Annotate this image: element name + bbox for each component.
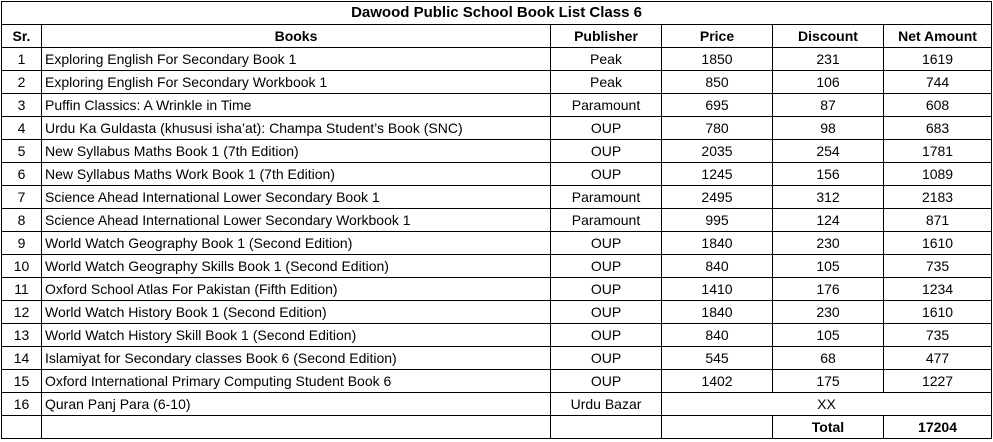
- table-row: [2, 324, 992, 347]
- cell-book: Urdu Ka Guldasta (khususi isha’at): Champa Student’s Book (SNC): [42, 117, 551, 140]
- cell-net-amount: 744: [884, 71, 992, 94]
- table-row: [2, 347, 992, 370]
- table-row: [2, 278, 992, 301]
- cell-sr: 5: [2, 140, 42, 163]
- cell-sr: 8: [2, 209, 42, 232]
- cell-book: World Watch Geography Skills Book 1 (Second Edition): [42, 255, 551, 278]
- table-row-special: [2, 393, 992, 416]
- table-row: [2, 186, 992, 209]
- cell-price: 850: [662, 71, 773, 94]
- cell-sr: 12: [2, 301, 42, 324]
- cell-sr: 9: [2, 232, 42, 255]
- table-row: [2, 94, 992, 117]
- cell-net-amount: 1227: [884, 370, 992, 393]
- cell-discount: 176: [773, 278, 884, 301]
- cell-note: XX: [662, 393, 992, 416]
- cell-net-amount: 1610: [884, 232, 992, 255]
- cell-book: Oxford International Primary Computing Student Book 6: [42, 370, 551, 393]
- cell-empty: [2, 416, 42, 439]
- cell-sr: 2: [2, 71, 42, 94]
- cell-net-amount: 683: [884, 117, 992, 140]
- cell-publisher: OUP: [551, 324, 662, 347]
- cell-price: 995: [662, 209, 773, 232]
- cell-net-amount: 1619: [884, 48, 992, 71]
- title-row: [2, 2, 992, 25]
- cell-net-amount: 735: [884, 255, 992, 278]
- cell-price: 780: [662, 117, 773, 140]
- table-row: [2, 301, 992, 324]
- cell-price: 1840: [662, 232, 773, 255]
- cell-net-amount: 1610: [884, 301, 992, 324]
- cell-sr: 1: [2, 48, 42, 71]
- cell-book: Exploring English For Secondary Workbook 1: [42, 71, 551, 94]
- cell-sr: 13: [2, 324, 42, 347]
- cell-sr: 15: [2, 370, 42, 393]
- cell-net-amount: 608: [884, 94, 992, 117]
- cell-price: 2035: [662, 140, 773, 163]
- table-row: [2, 163, 992, 186]
- cell-price: 545: [662, 347, 773, 370]
- cell-price: 1402: [662, 370, 773, 393]
- cell-publisher: Peak: [551, 48, 662, 71]
- cell-empty: [551, 416, 662, 439]
- cell-discount: 68: [773, 347, 884, 370]
- cell-book: Science Ahead International Lower Secondary Book 1: [42, 186, 551, 209]
- header-discount: Discount: [773, 25, 884, 48]
- cell-discount: 175: [773, 370, 884, 393]
- cell-book: Puffin Classics: A Wrinkle in Time: [42, 94, 551, 117]
- cell-net-amount: 735: [884, 324, 992, 347]
- cell-publisher: Peak: [551, 71, 662, 94]
- header-publisher: Publisher: [551, 25, 662, 48]
- cell-sr: 7: [2, 186, 42, 209]
- table-row: [2, 370, 992, 393]
- cell-price: 1245: [662, 163, 773, 186]
- cell-price: 695: [662, 94, 773, 117]
- cell-sr: 11: [2, 278, 42, 301]
- cell-sr: 14: [2, 347, 42, 370]
- cell-publisher: OUP: [551, 370, 662, 393]
- cell-price: 2495: [662, 186, 773, 209]
- cell-publisher: OUP: [551, 255, 662, 278]
- cell-publisher: OUP: [551, 347, 662, 370]
- cell-publisher: Urdu Bazar: [551, 393, 662, 416]
- cell-book: World Watch History Skill Book 1 (Second Edition): [42, 324, 551, 347]
- cell-discount: 87: [773, 94, 884, 117]
- cell-publisher: OUP: [551, 232, 662, 255]
- cell-publisher: OUP: [551, 301, 662, 324]
- cell-book: Quran Panj Para (6-10): [42, 393, 551, 416]
- cell-net-amount: 2183: [884, 186, 992, 209]
- cell-book: New Syllabus Maths Book 1 (7th Edition): [42, 140, 551, 163]
- table-row: [2, 117, 992, 140]
- cell-discount: 312: [773, 186, 884, 209]
- cell-net-amount: 1234: [884, 278, 992, 301]
- header-books: Books: [42, 25, 551, 48]
- table-row: [2, 140, 992, 163]
- cell-publisher: Paramount: [551, 209, 662, 232]
- cell-sr: 3: [2, 94, 42, 117]
- cell-discount: 254: [773, 140, 884, 163]
- cell-price: 1840: [662, 301, 773, 324]
- cell-book: Islamiyat for Secondary classes Book 6 (Second Edition): [42, 347, 551, 370]
- cell-book: Science Ahead International Lower Secondary Workbook 1: [42, 209, 551, 232]
- cell-price: 1850: [662, 48, 773, 71]
- header-price: Price: [662, 25, 773, 48]
- cell-discount: 156: [773, 163, 884, 186]
- cell-empty: [662, 416, 773, 439]
- table-title: Dawood Public School Book List Class 6: [2, 2, 992, 25]
- cell-sr: 10: [2, 255, 42, 278]
- cell-discount: 105: [773, 324, 884, 347]
- cell-net-amount: 1781: [884, 140, 992, 163]
- cell-publisher: OUP: [551, 140, 662, 163]
- cell-net-amount: 477: [884, 347, 992, 370]
- cell-empty: [42, 416, 551, 439]
- table-row: [2, 255, 992, 278]
- table-row: [2, 209, 992, 232]
- cell-net-amount: 1089: [884, 163, 992, 186]
- cell-book: Oxford School Atlas For Pakistan (Fifth Edition): [42, 278, 551, 301]
- total-label: Total: [773, 416, 884, 439]
- cell-publisher: Paramount: [551, 186, 662, 209]
- cell-discount: 98: [773, 117, 884, 140]
- total-row: [2, 416, 992, 439]
- table-row: [2, 232, 992, 255]
- cell-discount: 230: [773, 232, 884, 255]
- cell-book: New Syllabus Maths Work Book 1 (7th Edition): [42, 163, 551, 186]
- cell-discount: 124: [773, 209, 884, 232]
- cell-price: 840: [662, 255, 773, 278]
- cell-discount: 231: [773, 48, 884, 71]
- header-row: [2, 25, 992, 48]
- cell-book: World Watch History Book 1 (Second Edition): [42, 301, 551, 324]
- cell-discount: 230: [773, 301, 884, 324]
- book-list-table: [1, 1, 992, 439]
- table-body: [2, 48, 992, 439]
- cell-publisher: OUP: [551, 117, 662, 140]
- cell-sr: 6: [2, 163, 42, 186]
- cell-publisher: OUP: [551, 163, 662, 186]
- table-row: [2, 71, 992, 94]
- cell-publisher: Paramount: [551, 94, 662, 117]
- cell-discount: 105: [773, 255, 884, 278]
- cell-discount: 106: [773, 71, 884, 94]
- header-sr: Sr.: [2, 25, 42, 48]
- cell-price: 840: [662, 324, 773, 347]
- cell-price: 1410: [662, 278, 773, 301]
- total-value: 17204: [884, 416, 992, 439]
- cell-book: World Watch Geography Book 1 (Second Edition): [42, 232, 551, 255]
- cell-sr: 4: [2, 117, 42, 140]
- table-row: [2, 48, 992, 71]
- cell-publisher: OUP: [551, 278, 662, 301]
- cell-book: Exploring English For Secondary Book 1: [42, 48, 551, 71]
- cell-sr: 16: [2, 393, 42, 416]
- header-net-amount: Net Amount: [884, 25, 992, 48]
- cell-net-amount: 871: [884, 209, 992, 232]
